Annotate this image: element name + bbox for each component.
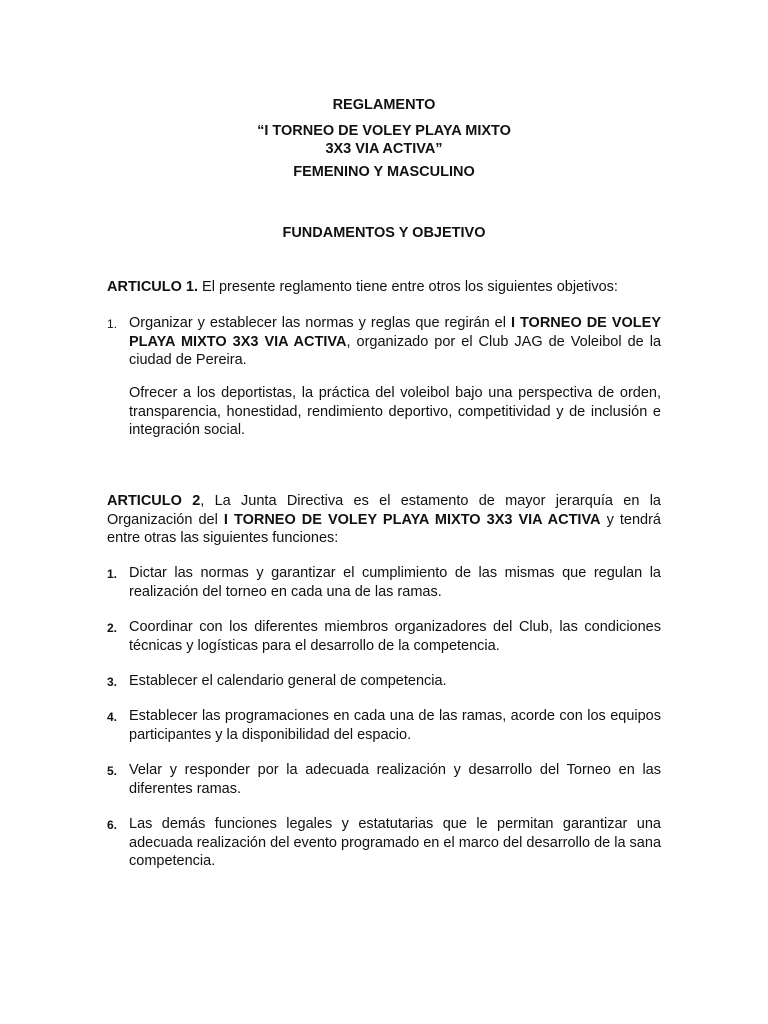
list-item bbox=[107, 564, 661, 601]
tournament-title-line1: “I TORNEO DE VOLEY PLAYA MIXTO bbox=[257, 123, 511, 139]
list-item bbox=[107, 618, 661, 655]
articulo-2-heading: ARTICULO 2 bbox=[107, 493, 201, 509]
list-number: 2. bbox=[107, 621, 118, 635]
tournament-title-line2: 3X3 VIA ACTIVA” bbox=[325, 141, 443, 157]
articulo-2-text-before: , La Junta Directiva es el estamento de mayor jerarquía en la Organización del bbox=[107, 493, 661, 528]
list-item-text: Dictar las normas y garantizar el cumplimiento de las mismas que regulan la realización del torneo en cada una de las ramas. bbox=[129, 565, 661, 600]
list-item bbox=[107, 672, 661, 691]
list-item-text bbox=[129, 314, 661, 370]
list-number: 3. bbox=[107, 675, 118, 689]
articulo-1-text: El presente reglamento tiene entre otros los siguientes objetivos: bbox=[198, 279, 618, 295]
list-item-text: Establecer el calendario general de competencia. bbox=[129, 673, 447, 689]
tournament-subtitle: FEMENINO Y MASCULINO bbox=[293, 164, 475, 180]
list-number: 5. bbox=[107, 764, 118, 778]
list-number: 1. bbox=[107, 317, 118, 331]
list-item bbox=[107, 314, 661, 370]
tournament-name-bold: I TORNEO DE VOLEY PLAYA MIXTO 3X3 VIA ACTIVA bbox=[223, 511, 601, 528]
list-number: 1. bbox=[107, 567, 118, 581]
list-item-continuation bbox=[107, 384, 661, 440]
list-item-text-after: , organizado por el Club JAG de Voleibol de la ciudad de Pereira. bbox=[129, 333, 662, 368]
list-item bbox=[107, 815, 661, 871]
document-heading: REGLAMENTO bbox=[332, 97, 436, 113]
articulo-1-heading: ARTICULO 1. bbox=[107, 279, 199, 295]
list-number: 4. bbox=[107, 710, 118, 724]
articulo-2-text-after: y tendrá entre otras las siguientes funciones: bbox=[107, 511, 661, 546]
list-item-text: Establecer las programaciones en cada una de las ramas, acorde con los equipos participantes y la disponibilidad del espacio. bbox=[129, 708, 661, 743]
section-title: FUNDAMENTOS Y OBJETIVO bbox=[282, 225, 486, 241]
articulo-2-paragraph bbox=[107, 492, 661, 548]
list-item-text: Coordinar con los diferentes miembros organizadores del Club, las condiciones técnicas y logísticas para el desarrollo de la competencia. bbox=[129, 619, 661, 654]
list-item-text-before: Organizar y establecer las normas y reglas que regirán el bbox=[129, 315, 511, 331]
tournament-name-bold: I TORNEO DE VOLEY PLAYA MIXTO 3X3 VIA ACTIVA bbox=[129, 315, 661, 350]
list-number: 6. bbox=[107, 818, 118, 832]
list-item bbox=[107, 707, 661, 744]
articulo-1-paragraph bbox=[107, 278, 661, 297]
list-item-text: Las demás funciones legales y estatutarias que le permitan garantizar una adecuada realización del evento programado en el marco del desarrollo de la sana competencia. bbox=[129, 816, 662, 869]
list-item-text: Velar y responder por la adecuada realización y desarrollo del Torneo en las diferentes ramas. bbox=[129, 762, 661, 797]
objective-paragraph: Ofrecer a los deportistas, la práctica del voleibol bajo una perspectiva de orden, transparencia, honestidad, rendimiento deportivo, competitividad y de inclusión e integración social. bbox=[129, 385, 661, 438]
list-item bbox=[107, 761, 661, 798]
